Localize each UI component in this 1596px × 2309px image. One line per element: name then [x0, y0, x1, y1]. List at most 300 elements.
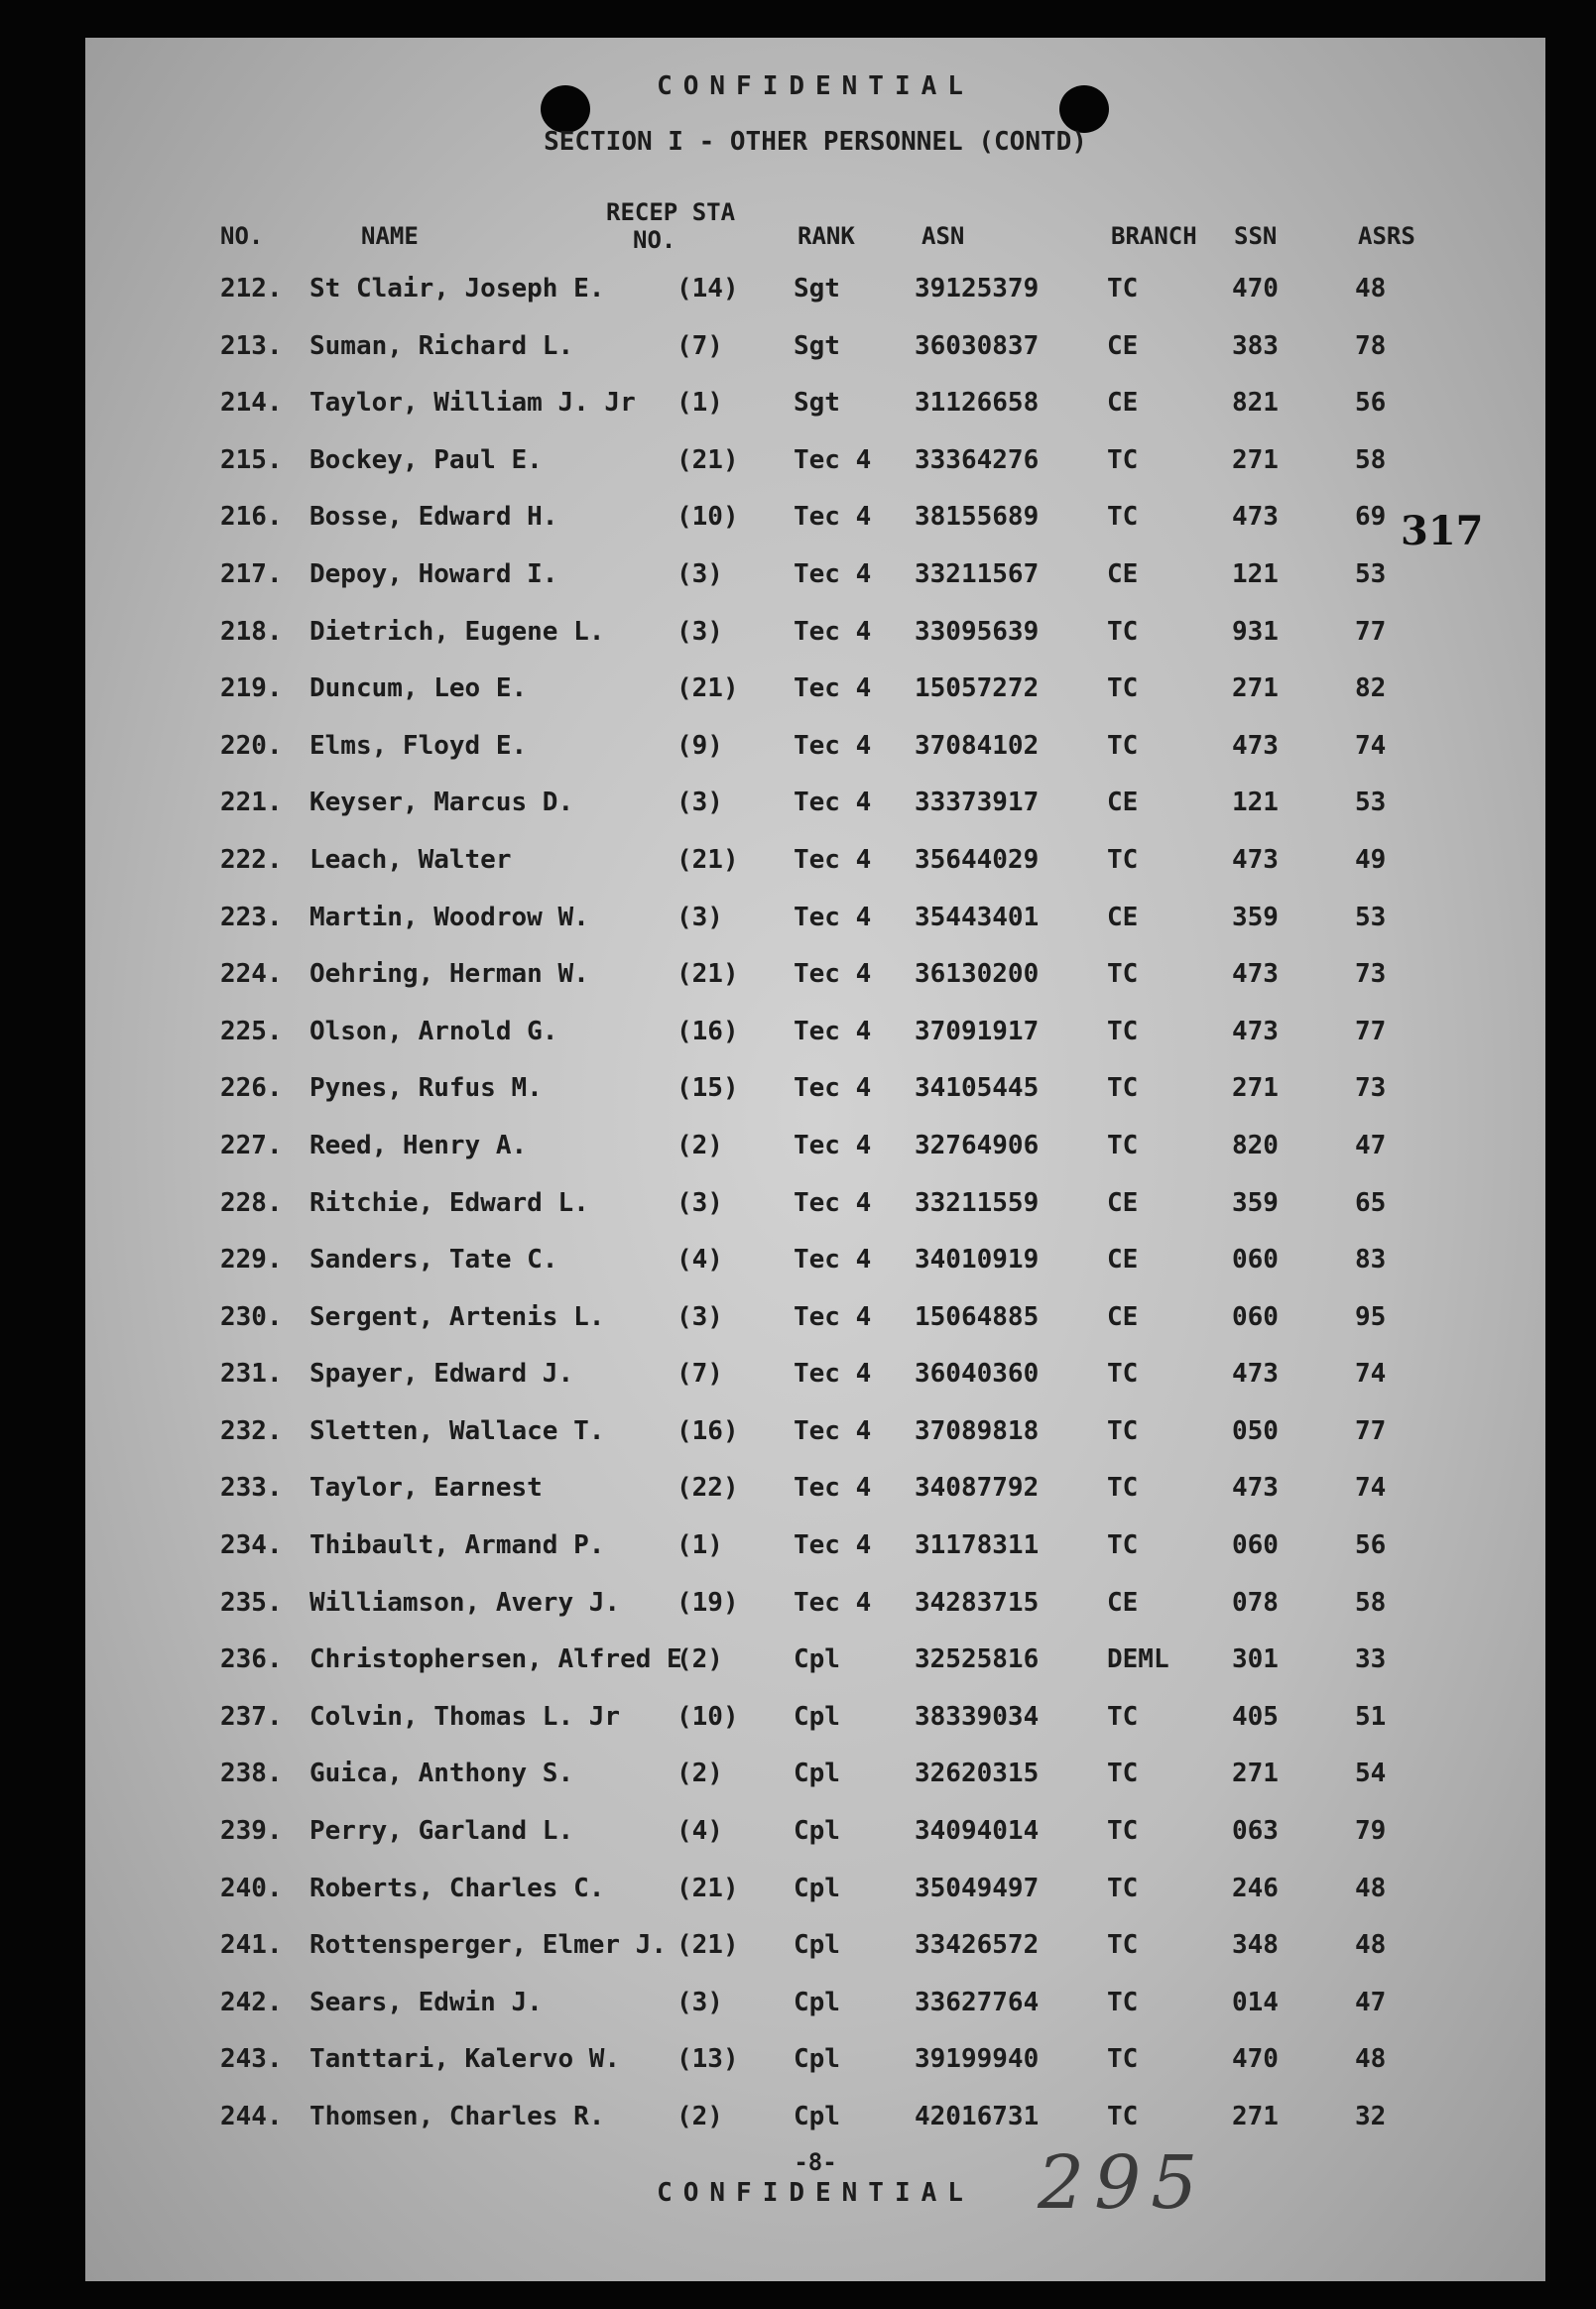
cell-ssn: 301	[1232, 1644, 1279, 1675]
cell-branch: TC	[1107, 1530, 1139, 1561]
cell-rank: Cpl	[794, 1759, 840, 1789]
cell-rank: Cpl	[794, 1816, 840, 1847]
cell-asn: 33364276	[915, 444, 1040, 475]
cell-no: 223.	[220, 902, 283, 932]
cell-ssn: 473	[1232, 959, 1279, 990]
cell-rank: Tec 4	[794, 1130, 872, 1160]
cell-recep: (22)	[676, 1473, 739, 1504]
table-row	[85, 845, 1545, 903]
table-row	[85, 1017, 1545, 1074]
cell-no: 234.	[220, 1530, 283, 1561]
table-row	[85, 445, 1545, 503]
cell-ssn: 473	[1232, 1016, 1279, 1046]
cell-rank: Tec 4	[794, 1016, 872, 1046]
cell-asrs: 48	[1355, 2044, 1387, 2075]
cell-name: Christophersen, Alfred E	[309, 1644, 682, 1675]
cell-name: Olson, Arnold G.	[309, 1016, 558, 1046]
cell-asrs: 77	[1355, 1415, 1387, 1446]
cell-asn: 15057272	[915, 673, 1040, 704]
cell-asrs: 74	[1355, 1473, 1387, 1504]
classification-banner-top: CONFIDENTIAL	[657, 71, 974, 101]
table-row	[85, 903, 1545, 960]
cell-asrs: 74	[1355, 730, 1387, 761]
cell-no: 219.	[220, 673, 283, 704]
cell-asn: 31178311	[915, 1530, 1040, 1561]
cell-ssn: 931	[1232, 616, 1279, 647]
cell-recep: (16)	[676, 1016, 739, 1046]
cell-rank: Sgt	[794, 388, 840, 419]
cell-rank: Tec 4	[794, 1359, 872, 1390]
cell-branch: TC	[1107, 2044, 1139, 2075]
cell-recep: (10)	[676, 1701, 739, 1732]
cell-no: 225.	[220, 1016, 283, 1046]
cell-no: 220.	[220, 730, 283, 761]
cell-asrs: 47	[1355, 1130, 1387, 1160]
cell-ssn: 473	[1232, 1359, 1279, 1390]
cell-asn: 33426572	[915, 1930, 1040, 1961]
cell-branch: TC	[1107, 673, 1139, 704]
cell-recep: (21)	[676, 1873, 739, 1903]
cell-recep: (3)	[676, 1301, 723, 1332]
stamped-page-number: 317	[1401, 508, 1484, 554]
cell-ssn: 271	[1232, 673, 1279, 704]
cell-rank: Tec 4	[794, 673, 872, 704]
cell-no: 216.	[220, 502, 283, 533]
cell-asrs: 56	[1355, 1530, 1387, 1561]
cell-asrs: 58	[1355, 1587, 1387, 1618]
cell-asn: 33095639	[915, 616, 1040, 647]
cell-branch: TC	[1107, 1701, 1139, 1732]
table-row	[85, 1302, 1545, 1360]
table-row	[85, 1131, 1545, 1188]
cell-branch: TC	[1107, 1073, 1139, 1104]
cell-recep: (19)	[676, 1587, 739, 1618]
cell-asn: 31126658	[915, 388, 1040, 419]
cell-asrs: 73	[1355, 959, 1387, 990]
table-row	[85, 731, 1545, 789]
table-row	[85, 331, 1545, 389]
cell-branch: CE	[1107, 1245, 1139, 1276]
cell-asn: 34087792	[915, 1473, 1040, 1504]
personnel-table	[85, 274, 1545, 2159]
cell-rank: Tec 4	[794, 902, 872, 932]
cell-rank: Cpl	[794, 1873, 840, 1903]
cell-asrs: 74	[1355, 1359, 1387, 1390]
cell-recep: (2)	[676, 2102, 723, 2131]
cell-branch: TC	[1107, 959, 1139, 990]
cell-asrs: 58	[1355, 444, 1387, 475]
cell-asrs: 54	[1355, 1759, 1387, 1789]
cell-name: Martin, Woodrow W.	[309, 902, 589, 932]
cell-name: Williamson, Avery J.	[309, 1587, 621, 1618]
cell-name: Suman, Richard L.	[309, 330, 574, 361]
cell-name: Duncum, Leo E.	[309, 673, 528, 704]
cell-asn: 15064885	[915, 1301, 1040, 1332]
cell-asn: 37089818	[915, 1415, 1040, 1446]
column-header-recep-sta: RECEP STA	[606, 198, 736, 226]
cell-rank: Tec 4	[794, 1530, 872, 1561]
cell-recep: (9)	[676, 730, 723, 761]
cell-name: Ritchie, Edward L.	[309, 1187, 589, 1218]
cell-recep: (21)	[676, 444, 739, 475]
cell-no: 218.	[220, 616, 283, 647]
cell-ssn: 078	[1232, 1587, 1279, 1618]
cell-recep: (3)	[676, 902, 723, 932]
cell-branch: TC	[1107, 616, 1139, 647]
table-row	[85, 1473, 1545, 1530]
cell-branch: CE	[1107, 388, 1139, 419]
cell-branch: CE	[1107, 788, 1139, 818]
cell-branch: TC	[1107, 1473, 1139, 1504]
cell-ssn: 271	[1232, 444, 1279, 475]
cell-branch: CE	[1107, 1587, 1139, 1618]
column-header-recep-no: NO.	[633, 226, 676, 254]
cell-rank: Cpl	[794, 1930, 840, 1961]
cell-asn: 34010919	[915, 1245, 1040, 1276]
column-header-name: NAME	[361, 222, 419, 250]
cell-no: 226.	[220, 1073, 283, 1104]
cell-asn: 33211559	[915, 1187, 1040, 1218]
cell-ssn: 470	[1232, 274, 1279, 304]
cell-no: 227.	[220, 1130, 283, 1160]
cell-rank: Tec 4	[794, 1473, 872, 1504]
cell-recep: (21)	[676, 1930, 739, 1961]
table-row	[85, 788, 1545, 845]
cell-recep: (3)	[676, 788, 723, 818]
column-header-branch: BRANCH	[1111, 222, 1197, 250]
table-row	[85, 1073, 1545, 1131]
cell-branch: TC	[1107, 2102, 1139, 2131]
cell-no: 221.	[220, 788, 283, 818]
cell-ssn: 121	[1232, 558, 1279, 589]
cell-name: Perry, Garland L.	[309, 1816, 574, 1847]
cell-branch: TC	[1107, 1415, 1139, 1446]
table-row	[85, 559, 1545, 617]
cell-no: 244.	[220, 2102, 283, 2131]
cell-name: Thomsen, Charles R.	[309, 2102, 605, 2131]
cell-rank: Cpl	[794, 2102, 840, 2131]
cell-ssn: 820	[1232, 1130, 1279, 1160]
cell-rank: Tec 4	[794, 959, 872, 990]
cell-ssn: 060	[1232, 1245, 1279, 1276]
cell-ssn: 271	[1232, 1073, 1279, 1104]
cell-asn: 36130200	[915, 959, 1040, 990]
cell-rank: Sgt	[794, 330, 840, 361]
table-row	[85, 1759, 1545, 1816]
cell-no: 239.	[220, 1816, 283, 1847]
cell-branch: CE	[1107, 1187, 1139, 1218]
cell-asn: 33627764	[915, 1987, 1040, 2017]
cell-recep: (16)	[676, 1415, 739, 1446]
cell-name: Roberts, Charles C.	[309, 1873, 605, 1903]
cell-name: Thibault, Armand P.	[309, 1530, 605, 1561]
handwritten-number: 295	[1038, 2140, 1208, 2226]
cell-no: 224.	[220, 959, 283, 990]
cell-rank: Tec 4	[794, 616, 872, 647]
cell-no: 213.	[220, 330, 283, 361]
cell-ssn: 050	[1232, 1415, 1279, 1446]
cell-recep: (1)	[676, 1530, 723, 1561]
cell-rank: Cpl	[794, 1701, 840, 1732]
cell-asn: 34105445	[915, 1073, 1040, 1104]
cell-name: Spayer, Edward J.	[309, 1359, 574, 1390]
cell-ssn: 359	[1232, 902, 1279, 932]
cell-ssn: 348	[1232, 1930, 1279, 1961]
cell-rank: Tec 4	[794, 558, 872, 589]
cell-rank: Tec 4	[794, 444, 872, 475]
cell-branch: TC	[1107, 274, 1139, 304]
cell-branch: TC	[1107, 1930, 1139, 1961]
cell-recep: (7)	[676, 1359, 723, 1390]
cell-name: Sletten, Wallace T.	[309, 1415, 605, 1446]
cell-rank: Tec 4	[794, 1587, 872, 1618]
cell-name: Taylor, Earnest	[309, 1473, 543, 1504]
cell-asrs: 82	[1355, 673, 1387, 704]
page-number: -8-	[794, 2148, 837, 2176]
cell-branch: TC	[1107, 502, 1139, 533]
column-header-asrs: ASRS	[1358, 222, 1415, 250]
cell-asrs: 65	[1355, 1187, 1387, 1218]
cell-ssn: 383	[1232, 330, 1279, 361]
cell-asrs: 77	[1355, 1016, 1387, 1046]
cell-ssn: 271	[1232, 1759, 1279, 1789]
cell-no: 222.	[220, 844, 283, 875]
cell-recep: (7)	[676, 330, 723, 361]
cell-rank: Tec 4	[794, 1187, 872, 1218]
classification-banner-bottom: CONFIDENTIAL	[657, 2178, 974, 2208]
table-row	[85, 959, 1545, 1017]
cell-ssn: 121	[1232, 788, 1279, 818]
cell-branch: TC	[1107, 1130, 1139, 1160]
cell-branch: TC	[1107, 1759, 1139, 1789]
table-row	[85, 1188, 1545, 1246]
cell-no: 237.	[220, 1701, 283, 1732]
cell-recep: (2)	[676, 1759, 723, 1789]
cell-name: Pynes, Rufus M.	[309, 1073, 543, 1104]
cell-rank: Cpl	[794, 1644, 840, 1675]
column-header-rank: RANK	[798, 222, 855, 250]
table-row	[85, 388, 1545, 445]
cell-no: 235.	[220, 1587, 283, 1618]
cell-asrs: 73	[1355, 1073, 1387, 1104]
cell-name: Taylor, William J. Jr	[309, 388, 636, 419]
cell-asrs: 53	[1355, 902, 1387, 932]
cell-branch: CE	[1107, 330, 1139, 361]
cell-ssn: 060	[1232, 1530, 1279, 1561]
cell-rank: Tec 4	[794, 730, 872, 761]
cell-asrs: 56	[1355, 388, 1387, 419]
cell-asrs: 53	[1355, 788, 1387, 818]
cell-asn: 33211567	[915, 558, 1040, 589]
cell-ssn: 470	[1232, 2044, 1279, 2075]
cell-asn: 34283715	[915, 1587, 1040, 1618]
cell-asn: 39199940	[915, 2044, 1040, 2075]
cell-recep: (3)	[676, 558, 723, 589]
cell-ssn: 473	[1232, 1473, 1279, 1504]
cell-branch: TC	[1107, 844, 1139, 875]
cell-ssn: 271	[1232, 2102, 1279, 2131]
table-row	[85, 1702, 1545, 1760]
cell-asrs: 79	[1355, 1816, 1387, 1847]
table-row	[85, 1930, 1545, 1988]
cell-recep: (2)	[676, 1644, 723, 1675]
table-row	[85, 1416, 1545, 1474]
table-row	[85, 502, 1545, 559]
table-row	[85, 617, 1545, 674]
cell-rank: Cpl	[794, 1987, 840, 2017]
cell-rank: Tec 4	[794, 788, 872, 818]
cell-asn: 32525816	[915, 1644, 1040, 1675]
cell-asn: 37084102	[915, 730, 1040, 761]
cell-name: Depoy, Howard I.	[309, 558, 558, 589]
cell-recep: (21)	[676, 844, 739, 875]
cell-branch: CE	[1107, 558, 1139, 589]
cell-recep: (21)	[676, 673, 739, 704]
section-title: SECTION I - OTHER PERSONNEL (CONTD)	[544, 127, 1087, 157]
cell-no: 214.	[220, 388, 283, 419]
cell-no: 231.	[220, 1359, 283, 1390]
cell-rank: Tec 4	[794, 844, 872, 875]
cell-branch: TC	[1107, 1816, 1139, 1847]
cell-rank: Tec 4	[794, 1415, 872, 1446]
cell-asn: 34094014	[915, 1816, 1040, 1847]
cell-no: 242.	[220, 1987, 283, 2017]
cell-recep: (2)	[676, 1130, 723, 1160]
cell-branch: CE	[1107, 1301, 1139, 1332]
document-page	[85, 38, 1545, 2281]
cell-name: Reed, Henry A.	[309, 1130, 528, 1160]
cell-rank: Tec 4	[794, 1301, 872, 1332]
cell-no: 240.	[220, 1873, 283, 1903]
cell-no: 215.	[220, 444, 283, 475]
cell-branch: TC	[1107, 730, 1139, 761]
cell-asrs: 48	[1355, 274, 1387, 304]
cell-ssn: 060	[1232, 1301, 1279, 1332]
table-row	[85, 1588, 1545, 1645]
cell-asrs: 49	[1355, 844, 1387, 875]
cell-no: 236.	[220, 1644, 283, 1675]
cell-no: 212.	[220, 274, 283, 304]
cell-asn: 32620315	[915, 1759, 1040, 1789]
table-row	[85, 1644, 1545, 1702]
cell-no: 238.	[220, 1759, 283, 1789]
cell-asn: 36040360	[915, 1359, 1040, 1390]
cell-branch: DEML	[1107, 1644, 1169, 1675]
cell-name: Bosse, Edward H.	[309, 502, 558, 533]
cell-recep: (13)	[676, 2044, 739, 2075]
table-row	[85, 1988, 1545, 2045]
table-row	[85, 1245, 1545, 1302]
cell-name: Sergent, Artenis L.	[309, 1301, 605, 1332]
cell-asn: 35644029	[915, 844, 1040, 875]
cell-name: Rottensperger, Elmer J.	[309, 1930, 668, 1961]
cell-name: Sanders, Tate C.	[309, 1245, 558, 1276]
cell-branch: TC	[1107, 1359, 1139, 1390]
cell-no: 233.	[220, 1473, 283, 1504]
cell-name: Dietrich, Eugene L.	[309, 616, 605, 647]
cell-asn: 37091917	[915, 1016, 1040, 1046]
cell-recep: (3)	[676, 1187, 723, 1218]
cell-rank: Sgt	[794, 274, 840, 304]
cell-ssn: 405	[1232, 1701, 1279, 1732]
cell-ssn: 473	[1232, 502, 1279, 533]
cell-asrs: 51	[1355, 1701, 1387, 1732]
cell-asrs: 48	[1355, 1873, 1387, 1903]
cell-no: 241.	[220, 1930, 283, 1961]
cell-rank: Cpl	[794, 2044, 840, 2075]
cell-branch: TC	[1107, 444, 1139, 475]
column-header-no: NO.	[220, 222, 264, 250]
cell-ssn: 821	[1232, 388, 1279, 419]
cell-ssn: 014	[1232, 1987, 1279, 2017]
cell-ssn: 359	[1232, 1187, 1279, 1218]
cell-name: St Clair, Joseph E.	[309, 274, 605, 304]
cell-branch: TC	[1107, 1987, 1139, 2017]
cell-asn: 35443401	[915, 902, 1040, 932]
cell-name: Oehring, Herman W.	[309, 959, 589, 990]
cell-asn: 42016731	[915, 2102, 1040, 2131]
cell-asrs: 33	[1355, 1644, 1387, 1675]
cell-name: Tanttari, Kalervo W.	[309, 2044, 621, 2075]
cell-name: Sears, Edwin J.	[309, 1987, 543, 2017]
cell-asrs: 47	[1355, 1987, 1387, 2017]
cell-no: 228.	[220, 1187, 283, 1218]
cell-asn: 35049497	[915, 1873, 1040, 1903]
cell-asn: 36030837	[915, 330, 1040, 361]
cell-recep: (3)	[676, 1987, 723, 2017]
cell-no: 217.	[220, 558, 283, 589]
cell-asn: 39125379	[915, 274, 1040, 304]
cell-asrs: 48	[1355, 1930, 1387, 1961]
cell-branch: CE	[1107, 902, 1139, 932]
cell-asrs: 78	[1355, 330, 1387, 361]
cell-asrs: 32	[1355, 2102, 1387, 2131]
cell-asrs: 83	[1355, 1245, 1387, 1276]
table-row	[85, 2044, 1545, 2102]
table-row	[85, 1530, 1545, 1588]
cell-name: Guica, Anthony S.	[309, 1759, 574, 1789]
cell-recep: (15)	[676, 1073, 739, 1104]
column-header-asn: ASN	[921, 222, 965, 250]
cell-recep: (4)	[676, 1816, 723, 1847]
cell-ssn: 473	[1232, 730, 1279, 761]
table-row	[85, 274, 1545, 331]
cell-name: Keyser, Marcus D.	[309, 788, 574, 818]
cell-asn: 38339034	[915, 1701, 1040, 1732]
table-row	[85, 1359, 1545, 1416]
cell-name: Leach, Walter	[309, 844, 512, 875]
column-header-ssn: SSN	[1234, 222, 1278, 250]
cell-branch: TC	[1107, 1016, 1139, 1046]
cell-recep: (3)	[676, 616, 723, 647]
cell-rank: Tec 4	[794, 1073, 872, 1104]
cell-rank: Tec 4	[794, 1245, 872, 1276]
cell-asn: 32764906	[915, 1130, 1040, 1160]
cell-asrs: 53	[1355, 558, 1387, 589]
cell-ssn: 473	[1232, 844, 1279, 875]
cell-recep: (14)	[676, 274, 739, 304]
cell-no: 229.	[220, 1245, 283, 1276]
cell-asn: 33373917	[915, 788, 1040, 818]
cell-name: Colvin, Thomas L. Jr	[309, 1701, 621, 1732]
cell-rank: Tec 4	[794, 502, 872, 533]
cell-no: 232.	[220, 1415, 283, 1446]
cell-branch: TC	[1107, 1873, 1139, 1903]
cell-ssn: 246	[1232, 1873, 1279, 1903]
cell-no: 230.	[220, 1301, 283, 1332]
cell-asrs: 69	[1355, 502, 1387, 533]
cell-name: Bockey, Paul E.	[309, 444, 543, 475]
